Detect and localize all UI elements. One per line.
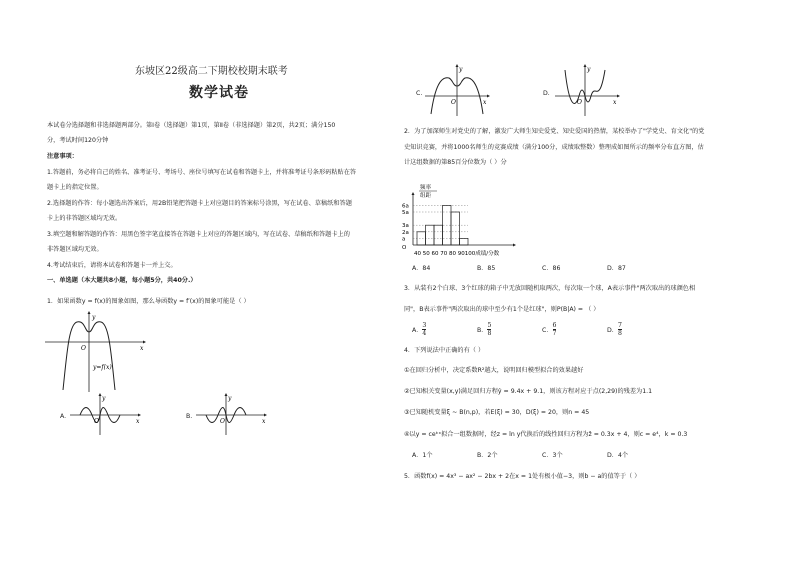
q3-option[interactable]: [542, 322, 556, 337]
q3-option-label: D．: [607, 327, 618, 334]
notice-line: 非答题区域均无效。: [47, 246, 103, 253]
question-2-line: 计这组数据的第85百分位数为（ ）分: [404, 159, 507, 166]
fraction-numerator: 7: [617, 322, 622, 329]
q3-option[interactable]: [607, 322, 622, 337]
q1-main-y-label: y: [92, 314, 96, 321]
q1-main-x-label: x: [140, 345, 144, 352]
question-4-text: 4．下列说法中正确的有（ ）: [404, 347, 485, 354]
question-3-line: 同"，B表示事件"两次取出的球中至少有1个是红球"，则P(B|A) = （ ）: [404, 306, 600, 313]
q1-option-d-label[interactable]: D.: [543, 90, 550, 97]
q3-option-label: A．: [412, 327, 423, 334]
fraction-denominator: 4: [422, 330, 427, 337]
hist-origin: O: [402, 245, 407, 251]
q1-option-d-graph[interactable]: [555, 66, 620, 116]
fraction-denominator: 8: [617, 330, 622, 337]
q2-option-b[interactable]: B．85: [477, 265, 496, 272]
histogram-bar: [417, 232, 426, 245]
subject-title: 数学试卷: [189, 85, 249, 101]
question-2-line: 史知识竞赛，并将1000名师生的竞赛成绩（满分100分，成绩取整数）整理成如图所示的频率分布直方图，估: [404, 144, 704, 151]
q3-option-label: C．: [542, 327, 553, 334]
q1-option-b-graph[interactable]: [196, 395, 266, 435]
q3-option[interactable]: [477, 322, 491, 337]
opt-c-x-label: x: [483, 99, 487, 106]
section-heading: 一、单选题（本大题共8小题，每小题5分，共40分.）: [47, 277, 197, 284]
opt-a-y-label: y: [102, 395, 106, 402]
fraction: [422, 322, 426, 337]
intro-line-2: 分，考试时间120分钟: [47, 137, 109, 144]
histogram-bar: [460, 238, 469, 245]
q1-graph-label: y=f(x): [93, 364, 112, 371]
fraction-numerator: 6: [552, 322, 557, 329]
fraction-numerator: 5: [487, 322, 492, 329]
opt-a-origin: O: [94, 418, 99, 425]
histogram-bar: [426, 225, 435, 245]
histogram-bar: [434, 225, 443, 245]
fraction-numerator: 3: [422, 322, 427, 329]
q2-option-c[interactable]: C．86: [542, 265, 561, 272]
q4-statement: ③已知随机变量ξ ~ B(n,p)，若E(ξ) = 30，D(ξ) = 20，则n = 45: [404, 409, 590, 416]
notice-line: 题卡上的指定位置。: [47, 184, 103, 191]
opt-a-x-label: x: [136, 418, 140, 425]
opt-c-y-label: y: [459, 66, 463, 73]
fraction: [618, 322, 622, 337]
hist-ytick-label: 5a: [402, 210, 409, 216]
notice-line: 4.考试结束后，请将本试卷和答题卡一并上交。: [47, 262, 177, 269]
hist-ytick-label: 2a: [402, 229, 409, 236]
notice-title: 注意事项：: [47, 153, 78, 160]
q1-option-b-label[interactable]: B.: [186, 413, 193, 420]
opt-b-y-label: y: [228, 395, 232, 402]
intro-line-1: 本试卷分选择题和非选择题两部分。第Ⅰ卷（选择题）第1页，第Ⅱ卷（非选择题）第2页，共2页；满分150: [47, 122, 336, 129]
opt-d-x-label: x: [613, 99, 617, 106]
hist-ytick-label: 3a: [402, 223, 409, 230]
notice-line: 2.选择题的作答：每小题选出答案后，用2B铅笔把答题卡上对应题目的答案标号涂黑，写在试卷、草稿纸和答题: [47, 200, 352, 207]
fraction: [487, 322, 491, 337]
opt-d-y-label: y: [587, 66, 591, 73]
q4-option-a[interactable]: A．1个: [412, 452, 433, 459]
notice-line: 1.答题前，务必将自己的姓名、准考证号、考场号、座位号填写在试卷和答题卡上，并将准考证号条形码粘贴在答: [47, 169, 357, 176]
hist-ylabel-top: 频率: [420, 185, 432, 191]
fraction-denominator: 7: [552, 330, 557, 337]
histogram-bar: [451, 212, 460, 245]
q4-option-b[interactable]: B．2个: [477, 452, 498, 459]
opt-c-origin: O: [451, 99, 456, 106]
q3-option-label: B．: [477, 327, 488, 334]
opt-b-origin: O: [220, 418, 225, 425]
question-2-line: 2．为了加深师生对党史的了解，激发广大师生知史爱党、知史爱国的热情，某校举办了"学党史、育文化"的党: [404, 128, 705, 135]
q1-main-origin: O: [81, 345, 86, 352]
q1-main-graph: [45, 312, 145, 392]
exam-title: 东坡区22级高二下期校校期末联考: [135, 66, 288, 77]
hist-ytick-label: a: [402, 236, 406, 243]
hist-ylabel-bottom: 组距: [420, 193, 432, 199]
q4-statement: ①在回归分析中，决定系数R²越大，说明回归模型拟合的效果越好: [404, 367, 584, 374]
q3-option[interactable]: [412, 322, 426, 337]
q4-option-d[interactable]: D．4个: [607, 452, 629, 459]
q4-statement: ②已知相关变量(x,y)满足回归方程ŷ = 9.4x + 9.1，则该方程对应于点(2,29)的残差为1.1: [404, 388, 653, 395]
fraction: [553, 322, 557, 337]
q2-option-d[interactable]: D．87: [607, 265, 626, 272]
notice-line: 卡上的非答题区域均无效。: [47, 215, 122, 222]
q1-option-c-label[interactable]: C.: [416, 90, 423, 97]
notice-line: 3.填空题和解答题的作答：用黑色签字笔直接答在答题卡上对应的答题区域内，写在试卷、草稿纸和答题卡上的: [47, 231, 350, 238]
q1-option-c-graph[interactable]: [425, 66, 490, 116]
q4-statement: ④以y = ceᵏˣ拟合一组数据时，经z = ln y代换后的线性回归方程为ẑ = 0.3x + 4，则c = e⁴，k = 0.3: [404, 431, 688, 438]
frequency-histogram: [400, 183, 520, 258]
opt-d-origin: O: [577, 99, 582, 106]
question-1-text: 1．如果函数y = f(x)的图象如图，那么导函数y = f′(x)的图象可能是（ ）: [47, 298, 250, 305]
opt-b-x-label: x: [262, 418, 266, 425]
fraction-denominator: 8: [487, 330, 492, 337]
hist-ytick-label: 6a: [402, 203, 409, 210]
hist-xlabel: 40 50 60 70 80 90100成绩/分数: [414, 251, 500, 257]
q2-option-a[interactable]: A．84: [412, 265, 431, 272]
q1-option-a-graph[interactable]: [70, 395, 140, 435]
q4-option-c[interactable]: C．3个: [542, 452, 563, 459]
q1-option-a-label[interactable]: A.: [60, 413, 67, 420]
question-3-line: 3．从装有2个白球、3个红球的箱子中无放回随机取两次，每次取一个球，A表示事件"两次取出的球颜色相: [404, 285, 696, 292]
question-5-text: 5．函数f(x) = 4x³ − ax² − 2bx + 2在x = 1处有极小值−3，则b − a的值等于（ ）: [404, 473, 641, 480]
